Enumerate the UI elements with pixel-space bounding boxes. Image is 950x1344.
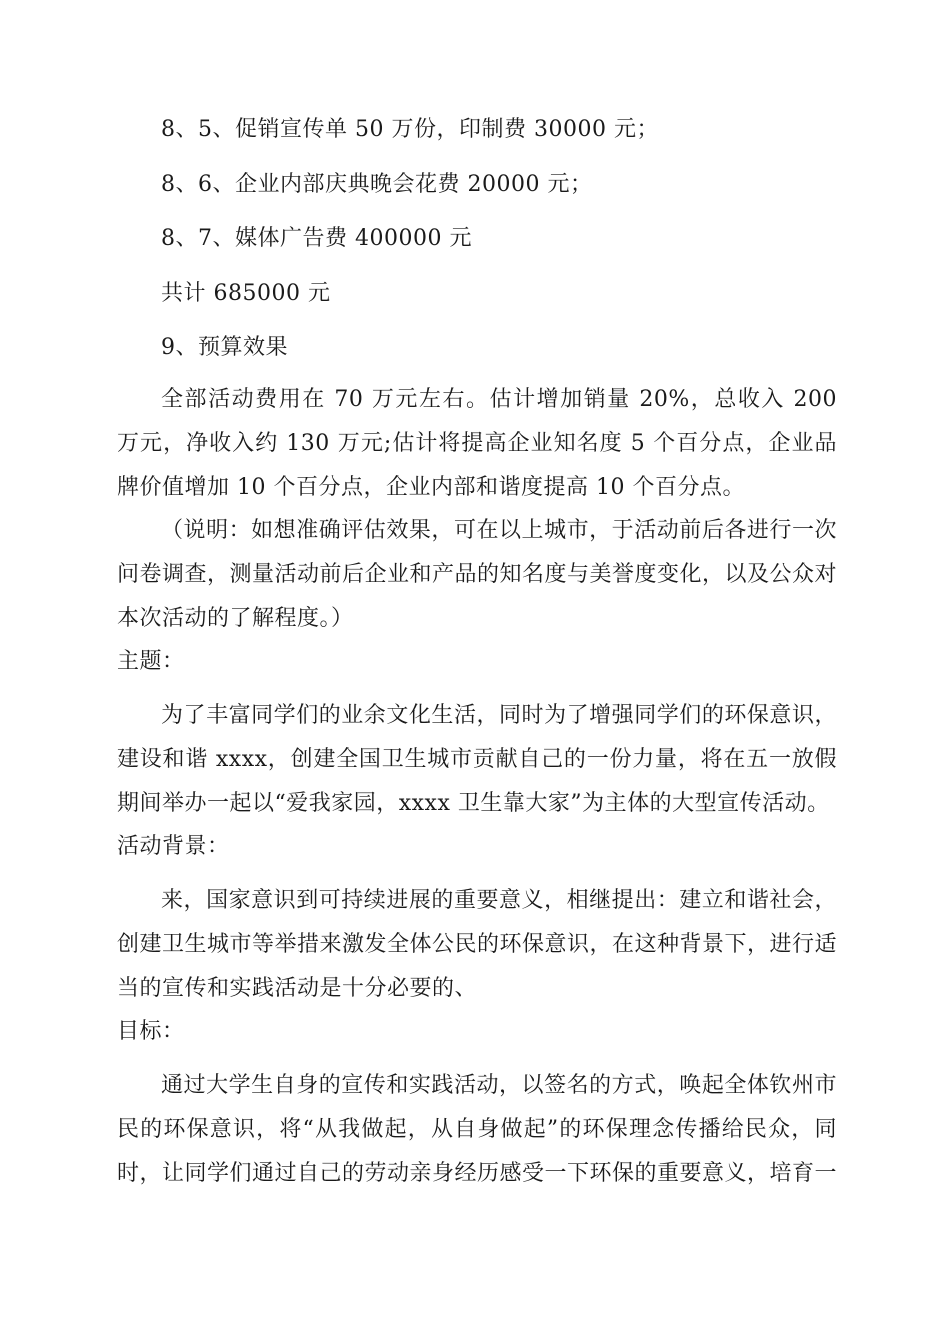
paragraph-background: 来，国家意识到可持续进展的重要意义，相继提出：建立和谐社会，创建卫生城市等举措来激发全体公民的环保意识，在这种背景下，进行适当的宣传和实践活动是十分必要的、: [117, 888, 838, 1001]
paragraph-goal: 通过大学生自身的宣传和实践活动，以签名的方式，唤起全体钦州市民的环保意识，将“从我做起，从自身做起”的环保理念传播给民众，同时，让同学们通过自己的劳动亲身经历感受一下环保的重要意义，培育一: [117, 1073, 838, 1186]
budget-item-8-5: 8、5、促销宣传单 50 万份，印制费 30000 元；: [161, 117, 659, 142]
label-theme: 主题：: [117, 649, 185, 674]
paragraph-note: （说明：如想准确评估效果，可在以上城市，于活动前后各进行一次问卷调查，测量活动前后企业和产品的知名度与美誉度变化，以及公众对本次活动的了解程度。）: [117, 518, 838, 631]
section-heading-9: 9、预算效果: [161, 335, 288, 360]
budget-item-8-6: 8、6、企业内部庆典晚会花费 20000 元；: [161, 172, 593, 197]
label-goal: 目标：: [117, 1019, 185, 1044]
budget-item-8-7: 8、7、媒体广告费 400000 元: [161, 226, 472, 251]
label-background: 活动背景：: [117, 834, 230, 859]
budget-total: 共计 685000 元: [161, 281, 331, 306]
paragraph-budget-effect: 全部活动费用在 70 万元左右。估计增加销量 20%，总收入 200 万元，净收入约 130 万元;估计将提高企业知名度 5 个百分点，企业品牌价值增加 10 个百分点，企业内部和谐度提高 10 个百分点。: [117, 387, 837, 500]
paragraph-theme: 为了丰富同学们的业余文化生活，同时为了增强同学们的环保意识，建设和谐 xxxx，创建全国卫生城市贡献自己的一份力量，将在五一放假期间举办一起以“爱我家园，xxxx 卫生靠大家”为主体的大型宣传活动。: [117, 703, 837, 816]
